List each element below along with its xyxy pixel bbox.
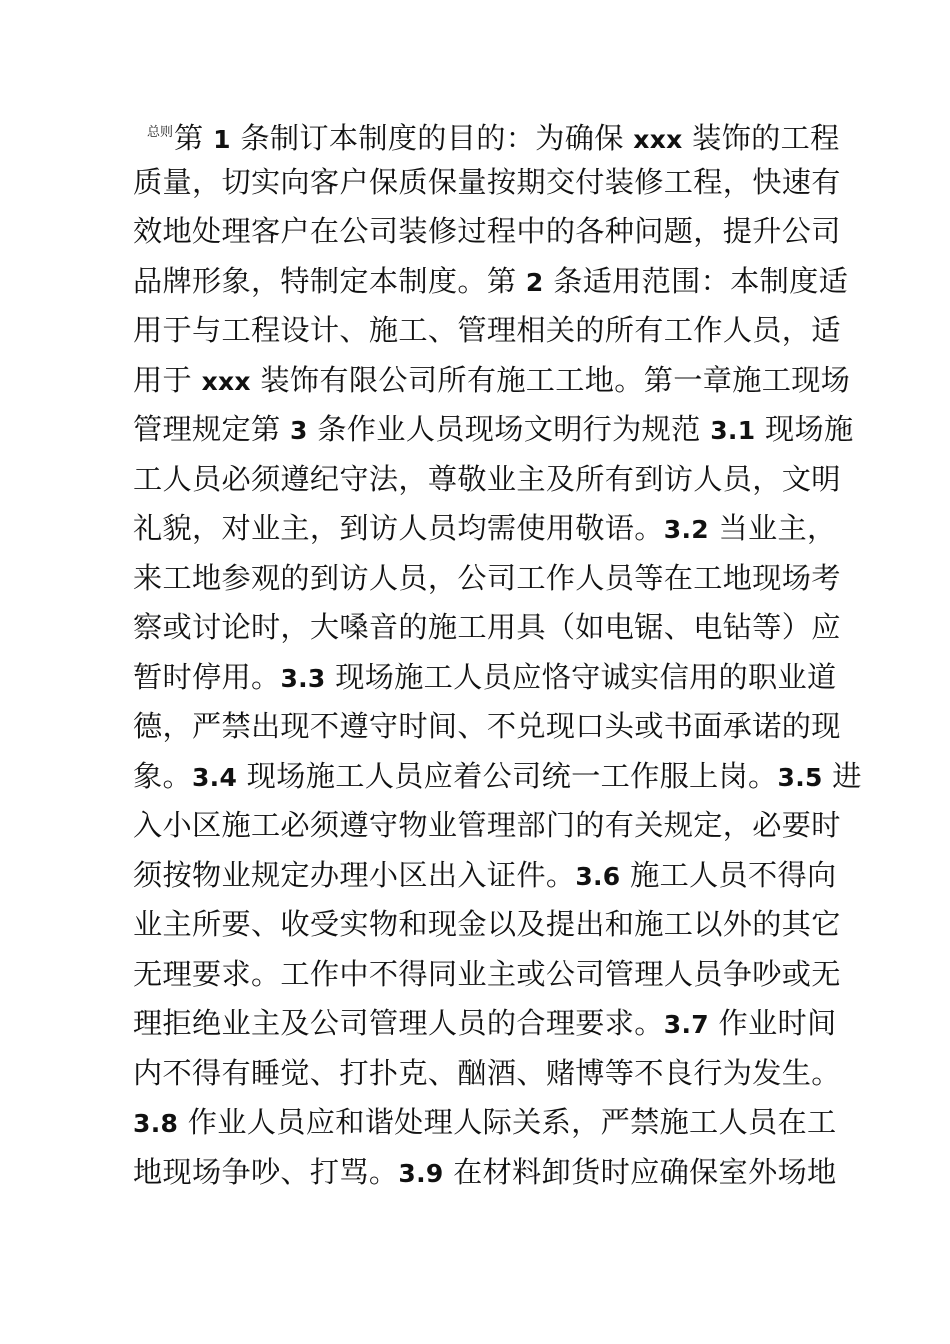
- text-run: 进: [822, 758, 862, 793]
- text-run: 现场施工人员应着公司统一工作服上岗。: [237, 758, 778, 793]
- text-run: 工人员必须遵纪守法，尊敬业主及所有到访人员，文明: [133, 461, 841, 496]
- text-run: 须按物业规定办理小区出入证件。: [133, 857, 576, 892]
- text-line: [133, 752, 862, 802]
- clause-number: 3.4: [191, 762, 238, 792]
- text-line: [133, 306, 841, 356]
- text-line: [133, 356, 851, 406]
- text-run: 在材料卸货时应确保室外场地: [443, 1154, 837, 1189]
- text-line: [133, 108, 840, 158]
- clause-number: xxx: [633, 125, 683, 154]
- clause-number: 3.2: [663, 515, 709, 544]
- text-run: 条制订本制度的目的：为确保: [230, 121, 634, 155]
- text-line: [133, 554, 841, 604]
- clause-number: 3.9: [398, 1158, 444, 1188]
- section-heading: 总则: [147, 125, 174, 140]
- text-line: [133, 603, 841, 653]
- clause-number: 2: [525, 267, 544, 297]
- text-line: [133, 950, 841, 1000]
- text-run: 用于与工程设计、施工、管理相关的所有工作人员，适: [133, 313, 841, 347]
- text-run: 暂时停用。: [133, 659, 281, 694]
- clause-number: 3.7: [663, 1010, 709, 1039]
- text-line: [133, 801, 841, 851]
- text-run: 品牌形象，特制定本制度。第: [133, 263, 526, 298]
- text-run: 象。: [133, 758, 192, 793]
- text-run: 来工地参观的到访人员，公司工作人员等在工地现场考: [133, 560, 841, 595]
- text-run: 察或讨论时，大嗓音的施工用具（如电锯、电钻等）应: [133, 610, 841, 644]
- text-line: [133, 207, 841, 257]
- text-run: 条适用范围：本制度适: [543, 263, 849, 298]
- text-line: [133, 405, 854, 455]
- text-run: 礼貌，对业主，到访人员均需使用敬语。: [133, 511, 664, 545]
- text-run: 业主所要、收受实物和现金以及提出和施工以外的其它: [133, 907, 841, 941]
- clause-number: 3.3: [280, 663, 326, 693]
- text-run: 无理要求。工作中不得同业主或公司管理人员争吵或无: [133, 956, 841, 991]
- text-run: 内不得有睡觉、打扑克、酗酒、赌博等不良行为发生。: [133, 1055, 841, 1090]
- text-run: 德，严禁出现不遵守时间、不兑现口头或书面承诺的现: [133, 709, 841, 743]
- text-run: 当业主，: [708, 511, 837, 545]
- clause-number: 3.8: [133, 1109, 179, 1138]
- text-line: [133, 851, 837, 901]
- text-run: 用于: [133, 362, 202, 397]
- text-run: 质量，切实向客户保质保量按期交付装修工程，快速有: [133, 164, 841, 199]
- text-line: [133, 257, 849, 307]
- text-line: [133, 702, 841, 752]
- text-run: 装饰有限公司所有施工工地。第一章施工现场: [250, 362, 851, 397]
- text-line: [133, 1049, 841, 1099]
- text-run: 地现场争吵、打骂。: [133, 1154, 399, 1189]
- document-body: [133, 108, 862, 1197]
- text-run: 作业人员应和谐处理人际关系，严禁施工人员在工: [178, 1105, 837, 1139]
- clause-number: xxx: [201, 366, 251, 396]
- text-line: [133, 504, 837, 554]
- text-line: [133, 900, 841, 950]
- text-run: 现场施: [755, 412, 854, 446]
- text-run: 装饰的工程: [682, 121, 840, 155]
- text-line: [133, 158, 841, 208]
- text-line: [133, 653, 837, 703]
- text-line: [133, 1148, 837, 1198]
- text-line: [133, 999, 837, 1049]
- clause-number: 3.6: [575, 861, 621, 891]
- text-run: 入小区施工必须遵守物业管理部门的有关规定，必要时: [133, 808, 841, 842]
- clause-number: 3.1: [710, 416, 756, 445]
- text-run: 第: [174, 121, 214, 155]
- clause-number: 3.5: [777, 762, 823, 792]
- text-line: [133, 1098, 837, 1148]
- text-run: 条作业人员现场文明行为规范: [307, 412, 711, 446]
- text-run: 理拒绝业主及公司管理人员的合理要求。: [133, 1006, 664, 1040]
- clause-number: 1: [213, 125, 231, 154]
- clause-number: 3: [290, 416, 308, 445]
- text-run: 效地处理客户在公司装修过程中的各种问题，提升公司: [133, 214, 841, 248]
- text-run: 作业时间: [708, 1006, 837, 1040]
- text-run: 现场施工人员应恪守诚实信用的职业道: [325, 659, 837, 694]
- text-run: 施工人员不得向: [620, 857, 837, 892]
- text-run: 管理规定第: [133, 412, 291, 446]
- text-line: [133, 455, 841, 505]
